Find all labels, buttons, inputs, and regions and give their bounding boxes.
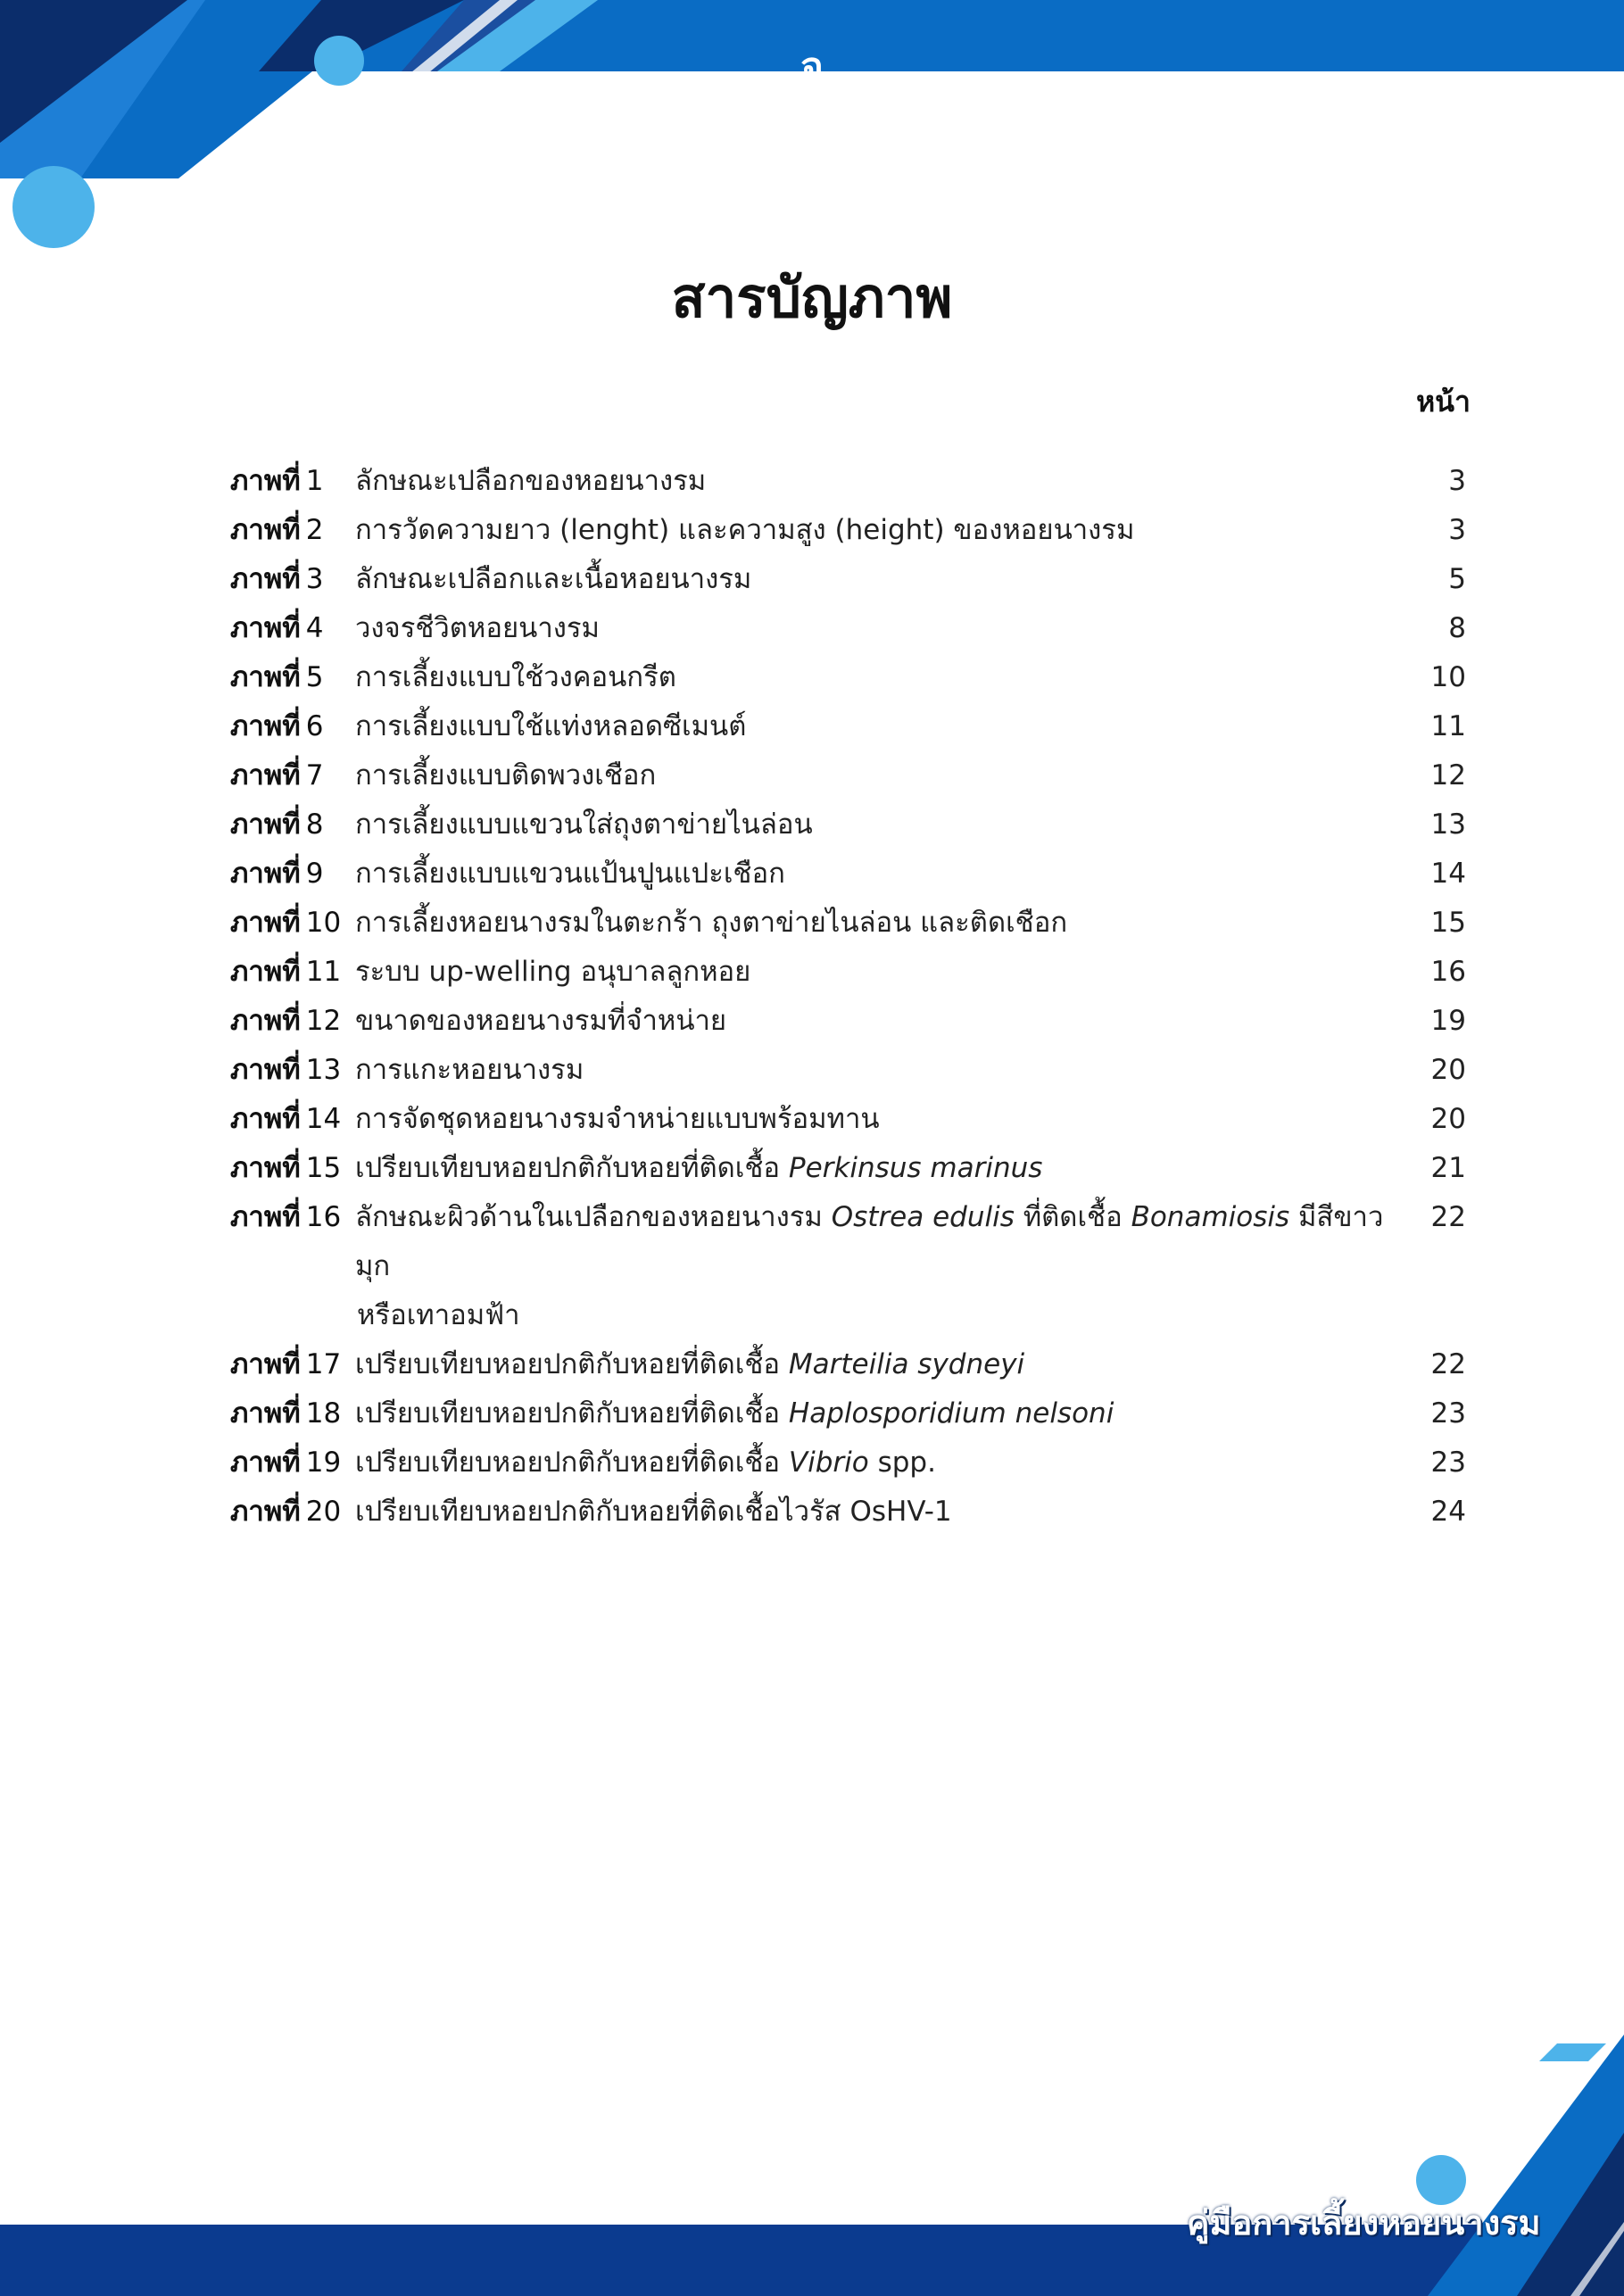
figure-label-word: ภาพที่ — [230, 465, 301, 497]
figure-caption — [352, 899, 1395, 948]
caption-text: ที่ติดเชื้อ — [1014, 1201, 1131, 1233]
list-item — [230, 1193, 1466, 1291]
list-item — [230, 899, 1466, 948]
page-number-ref: 22 — [1430, 1201, 1466, 1233]
scientific-name: Haplosporidium nelsoni — [788, 1397, 1114, 1430]
figure-caption — [352, 948, 1395, 997]
page-number-ref: 15 — [1430, 907, 1466, 939]
page-number-ref: 10 — [1430, 661, 1466, 693]
figure-label-word: ภาพที่ — [230, 563, 301, 595]
caption-text: ระบบ up-welling อนุบาลลูกหอย — [354, 956, 751, 988]
caption-text: spp. — [868, 1446, 936, 1479]
caption-text: การเลี้ยงแบบติดพวงเชือก — [354, 759, 657, 792]
caption-text: เปรียบเทียบหอยปกติกับหอยที่ติดเชื้อ — [354, 1446, 789, 1479]
caption-text: การเลี้ยงหอยนางรมในตะกร้า ถุงตาข่ายไนล่อน และติดเชือก — [354, 907, 1068, 939]
caption-text: เปรียบเทียบหอยปกติกับหอยที่ติดเชื้อ — [354, 1152, 789, 1184]
figure-label — [230, 1095, 352, 1144]
scientific-name: Bonamiosis — [1131, 1201, 1290, 1233]
figure-label — [230, 604, 352, 653]
figure-label — [230, 1438, 352, 1488]
page-number-ref: 22 — [1430, 1348, 1466, 1380]
figure-label — [230, 997, 352, 1046]
figure-label-word: ภาพที่ — [230, 858, 301, 890]
figure-label — [230, 555, 352, 604]
figure-caption — [352, 604, 1395, 653]
list-item — [230, 800, 1466, 850]
page-number-ref: 20 — [1430, 1054, 1466, 1086]
caption-text: ขนาดของหอยนางรมที่จำหน่าย — [354, 1005, 727, 1037]
page-number-ref: 14 — [1430, 858, 1466, 890]
figure-number: 8 — [305, 808, 324, 841]
figure-label — [230, 653, 352, 702]
figure-number: 6 — [305, 710, 324, 742]
figure-label-word: ภาพที่ — [230, 956, 301, 988]
page-number-ref: 19 — [1430, 1005, 1466, 1037]
figure-number: 19 — [305, 1446, 342, 1479]
list-item — [230, 604, 1466, 653]
caption-text: การจัดชุดหอยนางรมจำหน่ายแบบพร้อมทาน — [354, 1103, 880, 1135]
caption-text: การเลี้ยงแบบแขวนใส่ถุงตาข่ายไนล่อน — [354, 808, 813, 841]
caption-text: เปรียบเทียบหอยปกติกับหอยที่ติดเชื้อ — [354, 1348, 789, 1380]
figure-number: 10 — [305, 907, 342, 939]
list-item — [230, 1046, 1466, 1095]
figure-label — [230, 899, 352, 948]
bottom-right-small-stripe — [1539, 2043, 1606, 2061]
figure-number: 9 — [305, 858, 324, 890]
figure-caption — [352, 555, 1395, 604]
page-number-ref: 23 — [1430, 1446, 1466, 1479]
scientific-name: Vibrio — [788, 1446, 869, 1479]
figure-caption — [352, 653, 1395, 702]
list-item — [230, 1389, 1466, 1438]
page-number-ref: 13 — [1430, 808, 1466, 841]
figure-label-word: ภาพที่ — [230, 1446, 301, 1479]
figure-label-word: ภาพที่ — [230, 514, 301, 546]
page-number-ref: 5 — [1448, 563, 1466, 595]
page-column-header: หน้า — [1416, 385, 1471, 419]
figure-label — [230, 850, 352, 899]
figure-label — [230, 1193, 352, 1242]
page-number-ref: 24 — [1430, 1496, 1466, 1528]
figure-label-word: ภาพที่ — [230, 1201, 301, 1233]
caption-text: การเลี้ยงแบบใช้แท่งหลอดซีเมนต์ — [354, 710, 747, 742]
figure-label-word: ภาพที่ — [230, 1152, 301, 1184]
figure-label — [230, 506, 352, 555]
figure-caption — [352, 1389, 1395, 1438]
figure-number: 15 — [305, 1152, 342, 1184]
list-item-continuation — [230, 1291, 1466, 1340]
figure-label — [230, 1340, 352, 1389]
scientific-name: Marteilia sydneyi — [788, 1348, 1025, 1380]
list-item — [230, 997, 1466, 1046]
figure-number: 20 — [305, 1496, 342, 1528]
figure-number: 2 — [305, 514, 324, 546]
figure-label-word: ภาพที่ — [230, 759, 301, 792]
list-item — [230, 948, 1466, 997]
page-number-ref: 16 — [1430, 956, 1466, 988]
caption-text: การเลี้ยงแบบใช้วงคอนกรีต — [354, 661, 676, 693]
caption-text: ลักษณะเปลือกของหอยนางรม — [354, 465, 707, 497]
figure-caption — [352, 1340, 1395, 1389]
figure-label-word: ภาพที่ — [230, 661, 301, 693]
scientific-name: Perkinsus marinus — [788, 1152, 1043, 1184]
page-number-ref: 3 — [1448, 465, 1466, 497]
figure-label-word: ภาพที่ — [230, 808, 301, 841]
figure-number: 4 — [305, 612, 324, 644]
caption-text: วงจรชีวิตหอยนางรม — [354, 612, 600, 644]
caption-text: การวัดความยาว (lenght) และความสูง (height) ของหอยนางรม — [354, 514, 1135, 546]
figure-label — [230, 457, 352, 506]
figure-caption — [352, 1046, 1395, 1095]
figure-number: 1 — [305, 465, 324, 497]
page-number-ref: 8 — [1448, 612, 1466, 644]
figure-caption — [352, 702, 1395, 751]
figure-number: 11 — [305, 956, 342, 988]
figure-label-word: ภาพที่ — [230, 1348, 301, 1380]
figure-label — [230, 702, 352, 751]
list-item — [230, 1095, 1466, 1144]
figure-caption — [352, 457, 1395, 506]
figure-caption — [352, 1488, 1395, 1537]
list-item — [230, 1438, 1466, 1488]
figure-caption — [352, 800, 1395, 850]
figure-label-word: ภาพที่ — [230, 1005, 301, 1037]
caption-text: ลักษณะผิวด้านในเปลือกของหอยนางรม — [354, 1201, 832, 1233]
figure-caption — [352, 850, 1395, 899]
figure-caption — [352, 1193, 1395, 1291]
figure-label — [230, 1389, 352, 1438]
page-number-ref: 11 — [1430, 710, 1466, 742]
figure-label — [230, 1144, 352, 1193]
figure-label — [230, 751, 352, 800]
figure-caption — [352, 1144, 1395, 1193]
caption-text: หรือเทาอมฟ้า — [357, 1299, 520, 1331]
figure-number: 5 — [305, 661, 324, 693]
top-large-circle — [12, 166, 95, 248]
list-item — [230, 850, 1466, 899]
list-item — [230, 457, 1466, 506]
page-title: สารบัญภาพ — [671, 265, 953, 330]
page-number-ref: 21 — [1430, 1152, 1466, 1184]
figure-label-word: ภาพที่ — [230, 710, 301, 742]
figure-number: 12 — [305, 1005, 342, 1037]
figure-label-word: ภาพที่ — [230, 1054, 301, 1086]
caption-text: เปรียบเทียบหอยปกติกับหอยที่ติดเชื้อ — [354, 1397, 789, 1430]
page-number-ref: 20 — [1430, 1103, 1466, 1135]
caption-text: ลักษณะเปลือกและเนื้อหอยนางรม — [354, 563, 752, 595]
figure-label-word: ภาพที่ — [230, 1103, 301, 1135]
caption-text: เปรียบเทียบหอยปกติกับหอยที่ติดเชื้อไวรัส OsHV-1 — [354, 1496, 952, 1528]
list-item — [230, 1144, 1466, 1193]
page-number-ref: 23 — [1430, 1397, 1466, 1430]
list-item — [230, 1340, 1466, 1389]
figure-number: 7 — [305, 759, 324, 792]
figure-number: 14 — [305, 1103, 342, 1135]
figure-caption — [352, 751, 1395, 800]
page-number-ref: 3 — [1448, 514, 1466, 546]
figure-number: 17 — [305, 1348, 342, 1380]
figure-caption — [352, 1438, 1395, 1488]
list-item — [230, 702, 1466, 751]
list-item — [230, 555, 1466, 604]
figure-number: 3 — [305, 563, 324, 595]
figure-label — [230, 948, 352, 997]
figure-label — [230, 1046, 352, 1095]
figure-label — [230, 800, 352, 850]
figure-label-word: ภาพที่ — [230, 612, 301, 644]
footer-book-title: คู่มือการเลี้ยงหอยนางรม — [1187, 2203, 1541, 2242]
page-number-ref: 12 — [1430, 759, 1466, 792]
list-item — [230, 1488, 1466, 1537]
list-item — [230, 653, 1466, 702]
figure-number: 13 — [305, 1054, 342, 1086]
figure-label-word: ภาพที่ — [230, 1397, 301, 1430]
list-item — [230, 751, 1466, 800]
figure-number: 16 — [305, 1201, 342, 1233]
figure-number: 18 — [305, 1397, 342, 1430]
figure-label-word: ภาพที่ — [230, 1496, 301, 1528]
caption-text: การเลี้ยงแบบแขวนแป้นปูนแปะเชือก — [354, 858, 785, 890]
list-item — [230, 506, 1466, 555]
caption-text: การแกะหอยนางรม — [354, 1054, 584, 1086]
figure-caption — [352, 997, 1395, 1046]
list-of-figures — [230, 457, 1466, 1537]
scientific-name: Ostrea edulis — [831, 1201, 1015, 1233]
figure-label — [230, 1488, 352, 1537]
page-number: จ — [800, 45, 824, 90]
figure-caption — [352, 506, 1395, 555]
figure-caption — [352, 1095, 1395, 1144]
caption-text: มีสีขาวมุก — [354, 1201, 1384, 1282]
figure-label-word: ภาพที่ — [230, 907, 301, 939]
